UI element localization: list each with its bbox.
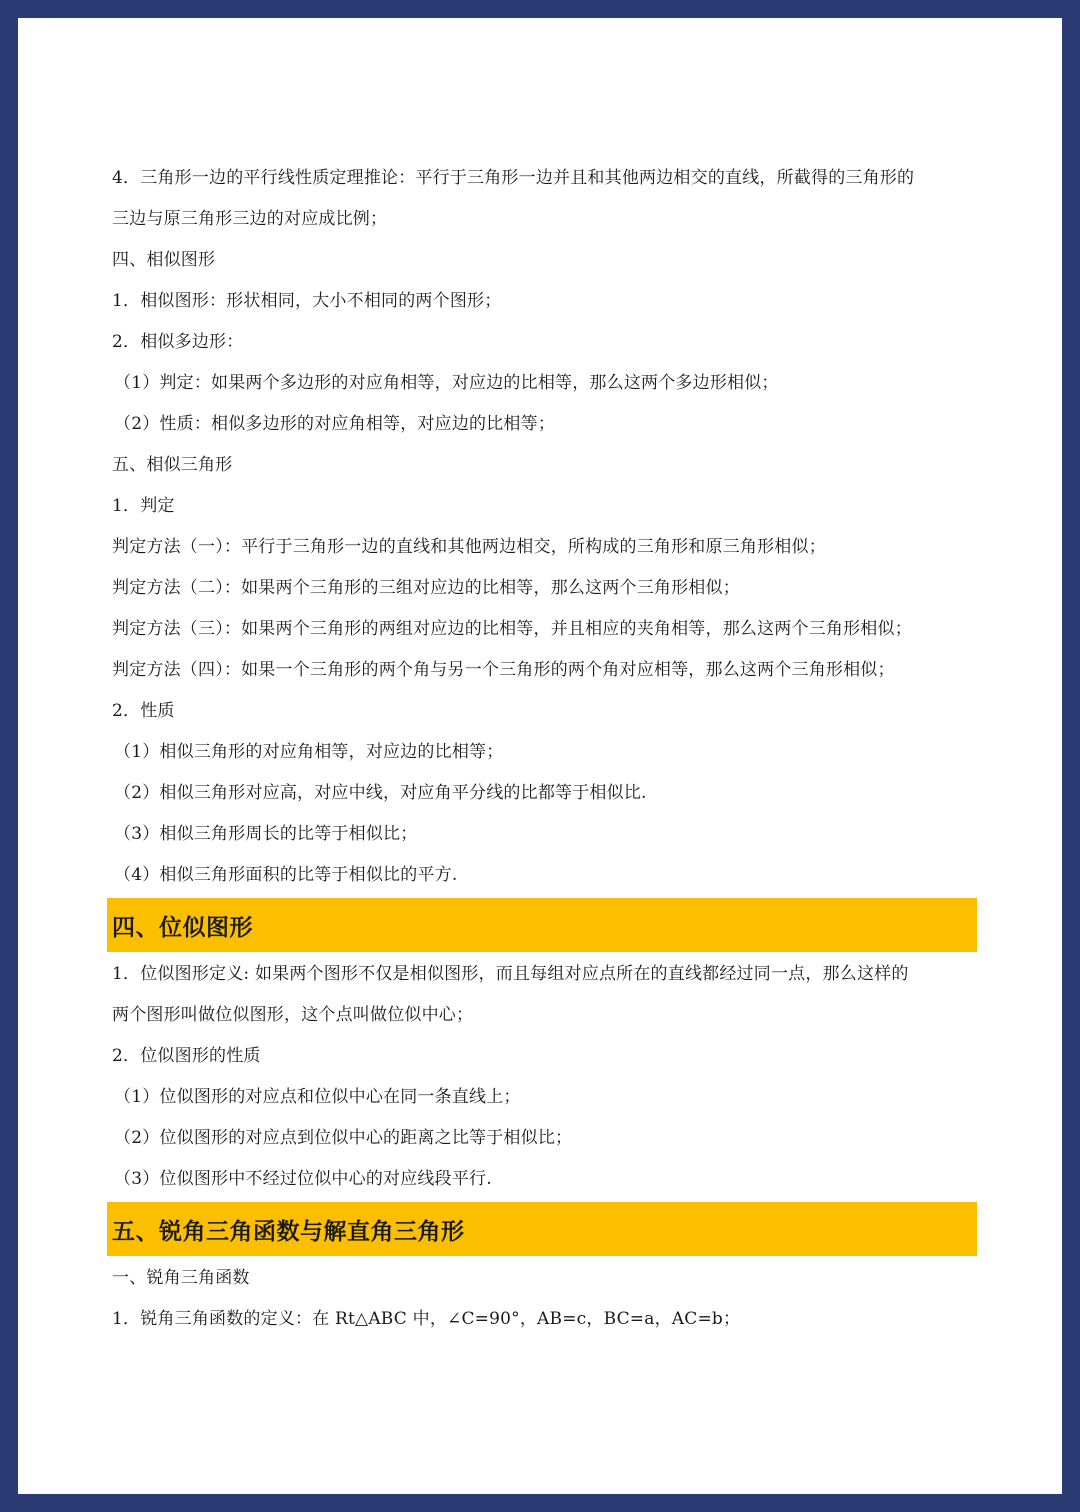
banner-title: 五、锐角三角函数与解直角三角形 [112,1218,465,1245]
text-line: 判定方法（一）：平行于三角形一边的直线和其他两边相交，所构成的三角形和原三角形相似； [112,537,826,557]
section-banner-trigonometry [107,1202,977,1256]
text-line: 1．位似图形定义: 如果两个图形不仅是相似图形，而且每组对应点所在的直线都经过同一点，那么这样的 [112,964,909,984]
banner-title: 四、位似图形 [112,914,253,941]
text-line: 判定方法（三）：如果两个三角形的两组对应边的比相等，并且相应的夹角相等，那么这两个三角形相似； [112,619,912,639]
text-line: （2）性质：相似多边形的对应角相等，对应边的比相等； [114,414,556,434]
text-line: 判定方法（四）：如果一个三角形的两个角与另一个三角形的两个角对应相等，那么这两个三角形相似； [112,660,895,680]
text-line: 三边与原三角形三边的对应成比例； [112,209,388,229]
text-line: （1）判定：如果两个多边形的对应角相等，对应边的比相等，那么这两个多边形相似； [114,373,779,393]
text-line: 判定方法（二）：如果两个三角形的三组对应边的比相等，那么这两个三角形相似； [112,578,740,598]
text-line: 2．性质 [112,701,175,721]
page-content [112,158,972,1340]
section-heading: 一、锐角三角函数 [112,1268,250,1288]
text-line: （1）相似三角形的对应角相等，对应边的比相等； [114,742,504,762]
section-heading: 五、相似三角形 [112,455,233,475]
text-line: 1．相似图形：形状相同，大小不相同的两个图形； [112,291,502,311]
section-heading: 四、相似图形 [112,250,216,270]
text-line: 1．锐角三角函数的定义：在 Rt△ABC 中，∠C=90°，AB=c，BC=a，AC=b； [112,1309,741,1329]
text-line: （2）位似图形的对应点到位似中心的距离之比等于相似比； [114,1128,573,1148]
text-line: 2．位似图形的性质 [112,1046,261,1066]
section-banner-homothety [107,898,977,952]
text-line: （3）相似三角形周长的比等于相似比； [114,824,418,844]
text-line: 4．三角形一边的平行线性质定理推论：平行于三角形一边并且和其他两边相交的直线，所截得的三角形的 [112,168,915,188]
text-line: （1）位似图形的对应点和位似中心在同一条直线上； [114,1087,521,1107]
document-page [18,18,1062,1494]
text-line: （4）相似三角形面积的比等于相似比的平方. [114,865,458,885]
text-line: 两个图形叫做位似图形，这个点叫做位似中心； [112,1005,474,1025]
text-line: 1．判定 [112,496,175,516]
text-line: （3）位似图形中不经过位似中心的对应线段平行. [114,1169,492,1189]
text-line: 2．相似多边形： [112,332,244,352]
text-line: （2）相似三角形对应高，对应中线，对应角平分线的比都等于相似比. [114,783,647,803]
